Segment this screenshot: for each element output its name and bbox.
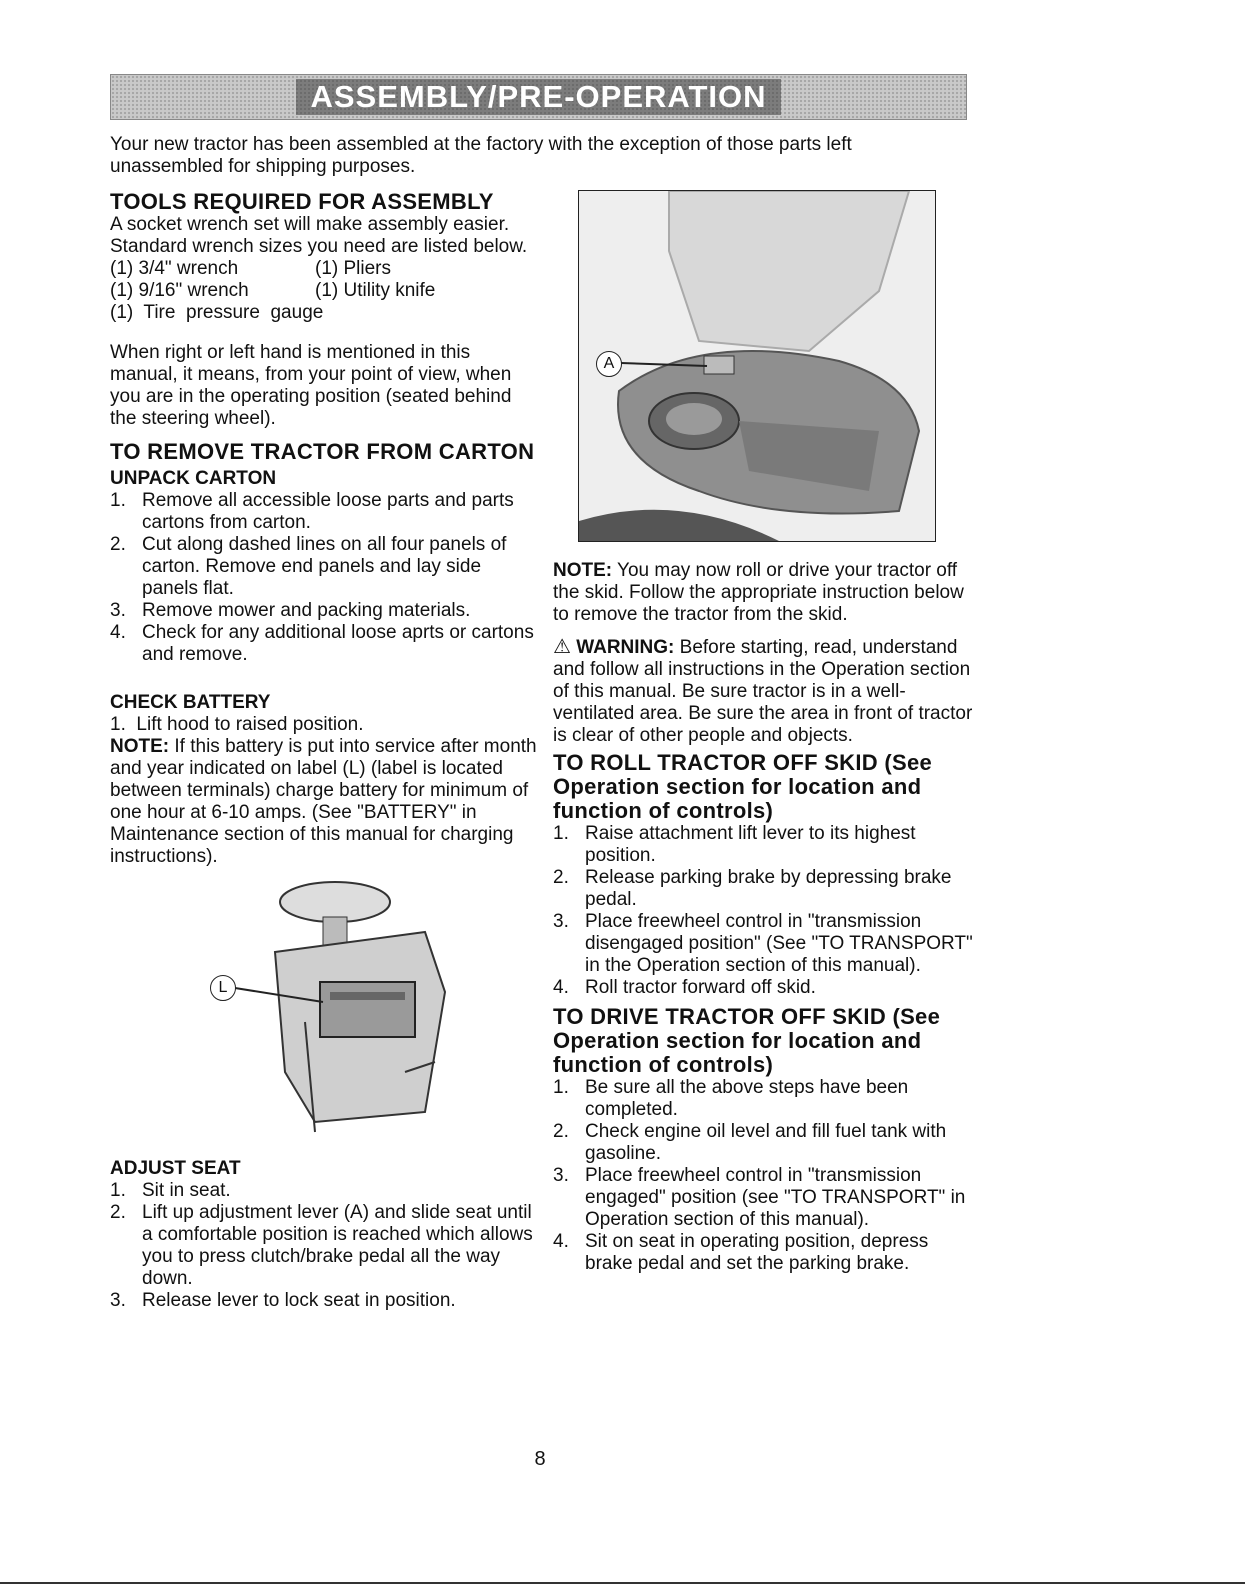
tools-list (110, 258, 540, 302)
seat-steps (110, 1180, 540, 1312)
tool-item: (1) Utility knife (315, 280, 436, 301)
step-text: Remove mower and packing materials. (142, 600, 471, 621)
step-number: 2. (553, 1121, 569, 1142)
battery-note (110, 736, 540, 868)
hand-note: When right or left hand is mentioned in this manual, it means, from your point of view, when you are in the operating position (seated behind the steering wheel). (110, 342, 512, 429)
right-column (553, 190, 973, 1275)
page-number: 8 (534, 1448, 546, 1470)
note-text: You may now roll or drive your tractor off the skid. Follow the appropriate instruction below to remove the tractor from the skid. (553, 560, 964, 625)
note-label: NOTE: (553, 560, 613, 581)
step-number: 2. (110, 534, 126, 555)
battery-illustration (205, 872, 465, 1152)
step-text: Lift up adjustment lever (A) and slide seat until a comfortable position is reached which allows you to press clutch/brake pedal all the way down. (142, 1202, 533, 1289)
list-item (553, 977, 973, 999)
step-text: Sit in seat. (142, 1180, 231, 1201)
page-edge-divider (0, 1582, 1245, 1584)
section-banner (110, 74, 967, 120)
step-number: 2. (110, 1202, 126, 1223)
seat-heading: ADJUST SEAT (110, 1158, 241, 1179)
list-item (553, 911, 973, 977)
step-number: 1. (553, 823, 569, 844)
step-number: 1. (553, 1077, 569, 1098)
list-item (110, 1180, 540, 1202)
drive-steps (553, 1077, 973, 1275)
tool-item: (1) 3/4" wrench (110, 258, 239, 279)
battery-heading: CHECK BATTERY (110, 692, 271, 713)
step-text: Raise attachment lift lever to its highest position. (585, 823, 916, 866)
step-text: Place freewheel control in "transmission disengaged position" (See "TO TRANSPORT" in the Operation section of this manual). (585, 911, 973, 976)
step-text: Cut along dashed lines on all four panels of carton. Remove end panels and lay side panels flat. (142, 534, 507, 599)
list-item (553, 823, 973, 867)
step-number: 1. (110, 1180, 126, 1201)
step-number: 4. (553, 977, 569, 998)
step-number: 3. (110, 600, 126, 621)
skid-note (553, 560, 973, 626)
left-column (110, 190, 540, 1312)
seat-drawing (579, 191, 935, 541)
list-item (553, 1077, 973, 1121)
step-number: 2. (553, 867, 569, 888)
list-item (110, 1202, 540, 1290)
step-text: Release parking brake by depressing brake pedal. (585, 867, 952, 910)
section-title: ASSEMBLY/PRE-OPERATION (296, 79, 780, 115)
step-text: Place freewheel control in "transmission engaged" position (see "TO TRANSPORT" in Operation section of this manual). (585, 1165, 966, 1230)
warning-label: WARNING: (576, 637, 675, 658)
note-label: NOTE: (110, 736, 170, 757)
note-text: If this battery is put into service after month and year indicated on label (L) (label is located between terminals) charge battery for minimum of one hour at 6-10 amps. (See "BATTERY" in Maintenance section of this manual for charging instructions). (110, 736, 537, 867)
unpack-steps (110, 490, 540, 666)
tool-item: (1) Pliers (315, 258, 392, 279)
label-callout-l: L (210, 975, 236, 1001)
step-text: Check engine oil level and fill fuel tank with gasoline. (585, 1121, 947, 1164)
list-item (110, 490, 540, 534)
step-text: Be sure all the above steps have been completed. (585, 1077, 909, 1120)
warning-paragraph (553, 636, 973, 747)
step-text: Release lever to lock seat in position. (142, 1290, 456, 1311)
roll-steps (553, 823, 973, 999)
tool-item: (1) 9/16" wrench (110, 280, 249, 301)
step-number: 3. (553, 1165, 569, 1186)
step-number: 4. (110, 622, 126, 643)
step-text: Roll tractor forward off skid. (585, 977, 816, 998)
drive-heading: TO DRIVE TRACTOR OFF SKID (See Operation section for location and function of controls) (553, 1004, 941, 1077)
lever-callout-a: A (596, 351, 622, 377)
list-item (110, 622, 540, 666)
warning-icon: ⚠ (553, 636, 571, 658)
list-item (553, 1121, 973, 1165)
remove-heading: TO REMOVE TRACTOR FROM CARTON (110, 439, 535, 464)
battery-step: 1. Lift hood to raised position. (110, 714, 364, 735)
tools-text: A socket wrench set will make assembly easier. Standard wrench sizes you need are listed below. (110, 214, 528, 257)
battery-drawing (205, 872, 465, 1152)
intro-paragraph: Your new tractor has been assembled at the factory with the exception of those parts left unassembled for shipping purposes. (110, 134, 852, 177)
list-item (110, 600, 540, 622)
step-text: Sit on seat in operating position, depress brake pedal and set the parking brake. (585, 1231, 929, 1274)
list-item (553, 1231, 973, 1275)
list-item (110, 1290, 540, 1312)
unpack-subheading: UNPACK CARTON (110, 468, 277, 489)
seat-illustration (578, 190, 936, 542)
roll-heading: TO ROLL TRACTOR OFF SKID (See Operation section for location and function of controls) (553, 750, 933, 823)
tool-item: (1) Tire pressure gauge (110, 302, 324, 323)
step-text: Check for any additional loose aprts or cartons and remove. (142, 622, 534, 665)
list-item (110, 534, 540, 600)
list-item (553, 1165, 973, 1231)
step-number: 3. (553, 911, 569, 932)
step-text: Remove all accessible loose parts and parts cartons from carton. (142, 490, 514, 533)
tools-heading: TOOLS REQUIRED FOR ASSEMBLY (110, 189, 494, 214)
step-number: 4. (553, 1231, 569, 1252)
warning-text: Before starting, read, understand and follow all instructions in the Operation section of this manual. Be sure tractor is in a well-ventilated area. Be sure the area in front of tractor is clear of other people and objects. (553, 637, 973, 746)
step-number: 3. (110, 1290, 126, 1311)
step-number: 1. (110, 490, 126, 511)
list-item (553, 867, 973, 911)
